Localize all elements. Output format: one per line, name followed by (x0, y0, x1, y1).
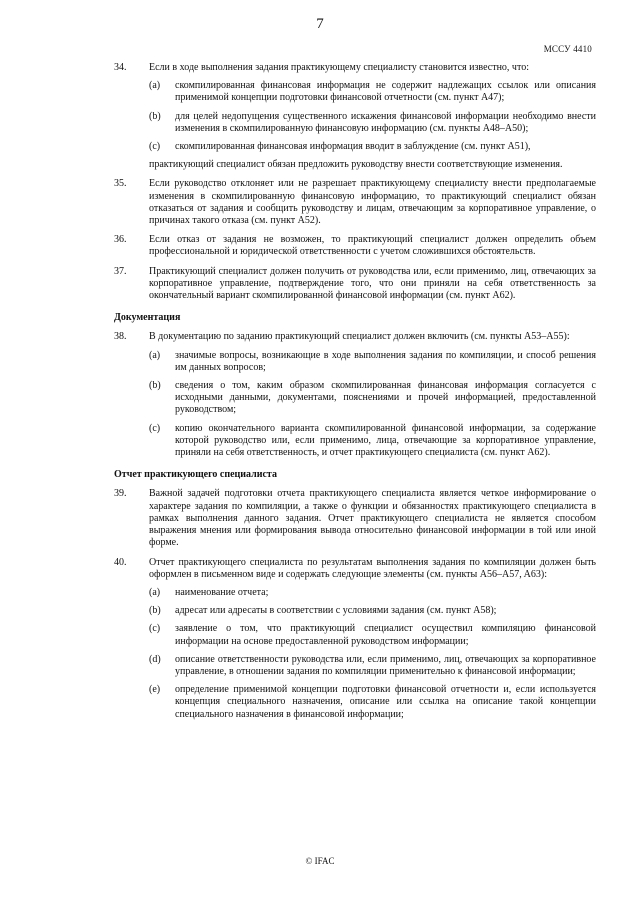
paragraph-36 (114, 234, 596, 258)
list-item-text: определение применимой концепции подготовки финансовой отчетности и, если используется концепция специального назначения, описание или ссылка на описание такой концепции специального назначения в финансовой информации; (175, 684, 596, 720)
paragraph-number: 34. (114, 62, 127, 73)
list-item-text: копию окончательного варианта скомпилированной финансовой информации, за содержание которой руководство или, если применимо, лица, отвечающие за корпоративное управление, приняли на себя ответственность, и отчет практикующего специалиста (см. пункт A62). (175, 422, 596, 459)
page-number: 7 (316, 16, 324, 32)
list-item (149, 605, 596, 617)
list-item (149, 380, 596, 417)
list-item (149, 80, 596, 104)
list-item-text: скомпилированная финансовая информация вводит в заблуждение (см. пункт A51), (175, 141, 531, 153)
paragraph-number: 37. (114, 265, 127, 277)
list-item-text: сведения о том, каким образом скомпилированная финансовая информация согласуется с исходными данными, документами, пояснениями и прочей информацией, предоставленной руководством; (175, 380, 596, 416)
paragraph-number: 40. (114, 556, 127, 568)
paragraph-number: 39. (114, 488, 127, 500)
paragraph-37 (114, 266, 596, 303)
paragraph-34 (114, 62, 596, 171)
list-item (149, 587, 596, 599)
paragraph-39 (114, 488, 596, 549)
paragraph-38 (114, 331, 596, 459)
paragraph-number: 36. (114, 234, 127, 246)
standard-code: МССУ 4410 (543, 44, 592, 54)
paragraph-number: 35. (114, 178, 127, 190)
paragraph-text: Если отказ от задания не возможен, то практикующий специалист должен определить объем профессиональной и юридической ответственности с учетом сложившихся обстоятельств. (149, 234, 596, 258)
list-item-label: (b) (149, 605, 161, 617)
list-item-label: (b) (149, 380, 161, 392)
list-item-label: (e) (149, 684, 161, 696)
paragraph-text: Важной задачей подготовки отчета практикующего специалиста является четкое информирование о характере задания по компиляции, а также о функции и обязанностях практикующего специалиста в рамках выполнения данного задания. Отчет практикующего специалиста не является способом выражения мнения или формирования вывода относительно финансовой информации в той или иной форме. (149, 488, 596, 549)
list-item-text: скомпилированная финансовая информация не содержит надлежащих ссылок или описания применимой концепции подготовки финансовой отчетности (см. пункт A47); (175, 80, 596, 104)
list-item (149, 111, 596, 135)
list-item (149, 684, 596, 721)
list-item-text: адресат или адресаты в соответствии с условиями задания (см. пункт A58); (175, 605, 497, 617)
list-item (149, 654, 596, 678)
paragraph-40 (114, 557, 596, 721)
paragraph-text: Если руководство отклоняет или не разрешает практикующему специалисту внести предполагаемые изменения в скомпилированную финансовую информацию, то практикующий специалист обязан отказаться от задания и сообщить руководству и лицам, отвечающим за корпоративное управление, о причинах такого отказа (см. пункт A52). (149, 178, 596, 227)
section-heading-documentation: Документация (114, 312, 181, 324)
list-item-text: значимые вопросы, возникающие в ходе выполнения задания по компиляции, и способ решения им данных вопросов; (175, 349, 596, 373)
list-item (149, 350, 596, 374)
paragraph-number: 38. (114, 331, 127, 343)
list-item-text: для целей недопущения существенного искажения финансовой информации необходимо внести изменения в скомпилированную финансовую информацию (см. пункты A48–A50); (175, 110, 596, 134)
list-item-label: (c) (149, 141, 161, 153)
list-item-label: (d) (149, 653, 161, 665)
copyright-footer: © IFAC (305, 856, 335, 866)
paragraph-35 (114, 178, 596, 227)
list-item-text: заявление о том, что практикующий специалист осуществил компиляцию финансовой информации на основе предоставленной руководством информации; (175, 623, 596, 647)
list-item (149, 423, 596, 460)
list-item-label: (a) (149, 349, 161, 361)
list-item-label: (a) (149, 586, 161, 598)
paragraph-text: Отчет практикующего специалиста по результатам выполнения задания по компиляции должен быть оформлен в письменном виде и содержать следующие элементы (см. пункты A56–A57, A63): (149, 556, 596, 580)
list-item-text: описание ответственности руководства или, если применимо, лиц, отвечающих за корпоративное управление, в отношении задания по компиляции применительно к финансовой информации; (175, 653, 596, 677)
section-heading-report: Отчет практикующего специалиста (114, 469, 277, 481)
list-item-label: (b) (149, 110, 161, 122)
list-item-label: (c) (149, 422, 161, 434)
list-item (149, 141, 596, 153)
paragraph-text: В документацию по заданию практикующий специалист должен включить (см. пункты A53–A55): (149, 331, 570, 343)
list-item (149, 623, 596, 647)
list-item-text: наименование отчета; (175, 586, 269, 598)
list-item-label: (c) (149, 623, 161, 635)
paragraph-text: Практикующий специалист должен получить от руководства или, если применимо, лиц, отвечающих за корпоративное управление, подтверждение того, что они приняли на себя ответственность за окончательный вариант скомпилированной финансовой информации (см. пункт A62). (149, 265, 596, 302)
document-body (114, 62, 596, 728)
paragraph-text: Если в ходе выполнения задания практикующему специалисту становится известно, что: (149, 62, 529, 73)
paragraph-conclusion: практикующий специалист обязан предложить руководству внести соответствующие изменения. (149, 159, 563, 171)
list-item-label: (a) (149, 80, 161, 92)
